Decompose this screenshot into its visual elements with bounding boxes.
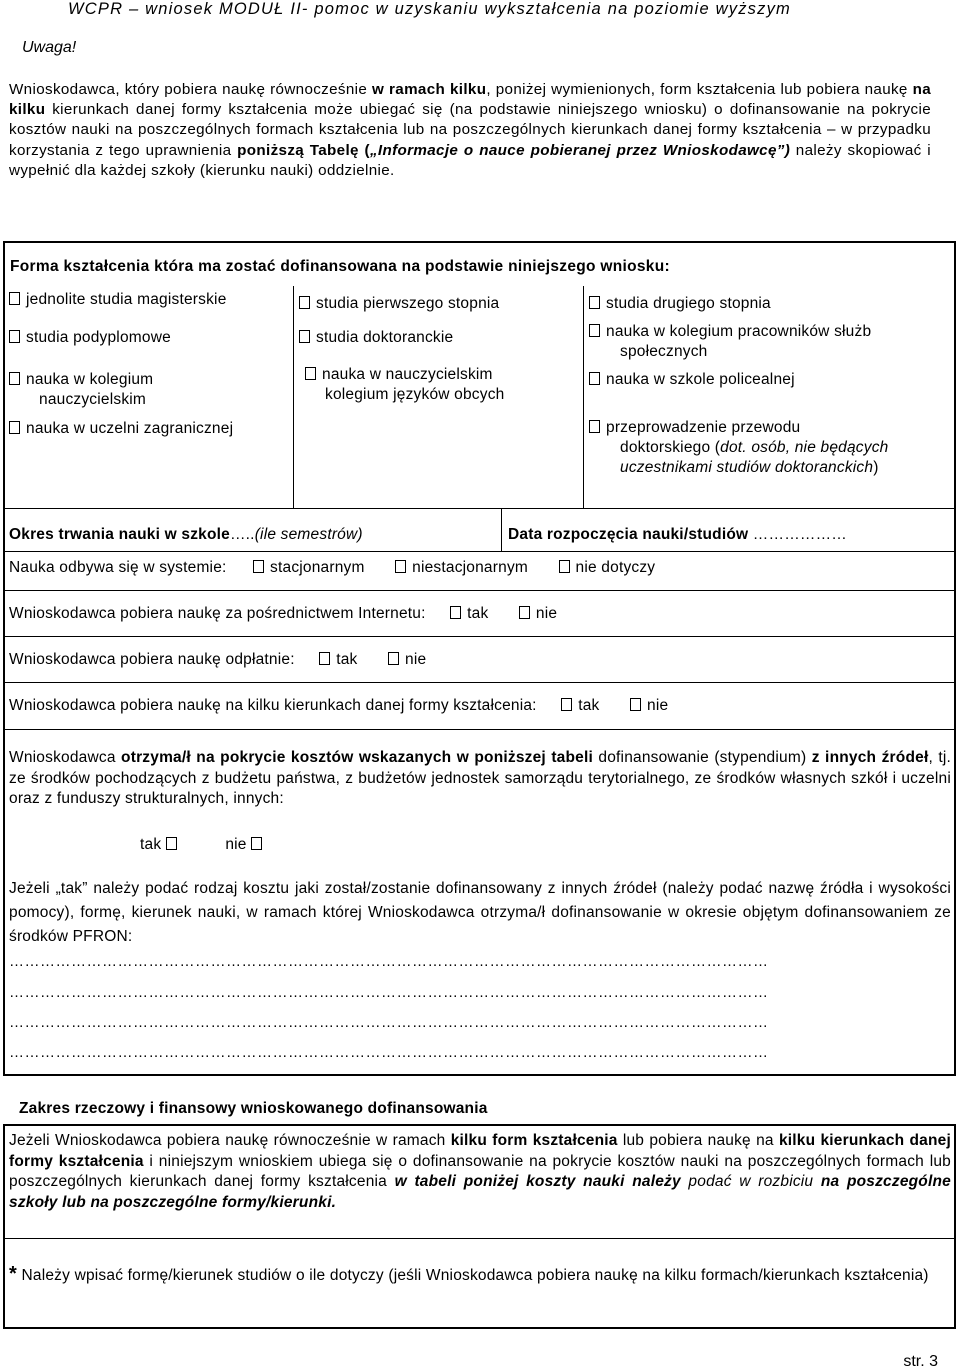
option-label: nie xyxy=(647,697,669,714)
option-label: jednolite studia magisterskie xyxy=(26,291,227,308)
intro-text: należy skopiować i wypełnić dla każdej szkoły (kierunku nauki) oddzielnie. xyxy=(9,141,931,179)
internet-label: Wnioskodawca pobiera naukę za pośrednictwem Internetu: xyxy=(9,605,426,622)
option-label: społecznych xyxy=(620,343,708,360)
option-label: ) xyxy=(873,459,879,476)
option-label: nauka w kolegium pracowników służb xyxy=(606,323,872,340)
option-label: nie xyxy=(535,605,558,622)
zakres-paragraph xyxy=(9,1131,951,1213)
page-number: str. 3 xyxy=(903,1353,938,1370)
row-divider xyxy=(3,508,956,509)
option-doktoranckie[interactable] xyxy=(299,328,453,348)
checkbox[interactable] xyxy=(299,330,310,343)
option-label: uczestnikami studiów doktoranckich xyxy=(620,459,874,476)
fill-line[interactable]: ………………………………………………………………………………………………………………………………… xyxy=(9,1044,769,1061)
fill-line[interactable]: ………………………………………………………………………………………………………………………………… xyxy=(9,953,769,970)
row-divider xyxy=(3,682,956,683)
para-text: lub pobiera naukę na xyxy=(617,1132,779,1149)
para-text: dofinansowanie (stypendium) xyxy=(593,749,812,766)
para-bold-italic: na poszczególne szkoły lub na poszczególne formy/kierunki. xyxy=(9,1173,951,1211)
fill-line[interactable]: ………………………………………………………………………………………………………………………………… xyxy=(9,984,769,1001)
para-text: i niniejszym wnioskiem ubiega się o dofinansowanie na pokrycie kosztów nauki na poszczególnych formach lub poszczególnych kierunkach danej formy kształcenia xyxy=(9,1152,951,1190)
para-bold: otrzyma/ł na pokrycie kosztów wskazanych w poniższej tabeli xyxy=(121,749,594,766)
option-kolegium-jezykow[interactable] xyxy=(305,365,504,405)
intro-bold: na kilku xyxy=(9,81,931,119)
intro-text: kierunkach danej formy kształcenia może ubiegać się (na podstawie niniejszego wniosku) o dofinansowanie na pokrycie kosztów nauki na poszczególnych formach kształcenia lub na poszczególnych kierunkach danej formy kształcenia – w przypadku korzystania z tego uprawnienia xyxy=(9,101,931,159)
intro-bold-italic: „Informacje o nauce pobieranej przez Wnioskodawcę”) xyxy=(369,141,791,159)
option-uczelnia-zagraniczna[interactable] xyxy=(9,419,233,439)
para-text: Wnioskodawca xyxy=(9,749,122,766)
checkbox[interactable] xyxy=(630,698,641,711)
other-funding-paragraph xyxy=(9,748,951,810)
internet-tak[interactable] xyxy=(450,605,488,622)
kilku-nie[interactable] xyxy=(630,697,668,714)
system-nie-dotyczy[interactable] xyxy=(559,559,656,576)
option-label: stacjonarnym xyxy=(270,559,365,576)
warning-label: Uwaga! xyxy=(22,39,77,56)
checkbox[interactable] xyxy=(319,652,330,665)
checkbox[interactable] xyxy=(559,560,570,573)
option-label: kolegium języków obcych xyxy=(325,386,505,403)
checkbox[interactable] xyxy=(589,420,600,433)
option-label: studia doktoranckie xyxy=(316,329,454,346)
okres-label: Okres trwania nauki w szkole xyxy=(9,526,230,543)
form-section-title: Forma kształcenia która ma zostać dofinansowana na podstawie niniejszego wniosku: xyxy=(10,258,670,275)
checkbox[interactable] xyxy=(395,560,406,573)
intro-paragraph xyxy=(9,80,931,181)
checkbox[interactable] xyxy=(589,296,600,309)
option-kolegium-sluzb[interactable] xyxy=(589,322,871,362)
option-label: nie xyxy=(225,836,247,853)
checkbox[interactable] xyxy=(166,837,177,850)
fill-line[interactable]: ………………………………………………………………………………………………………………………………… xyxy=(9,1014,769,1031)
odplatnie-tak[interactable] xyxy=(319,651,357,668)
option-label: doktorskiego ( xyxy=(620,439,721,456)
odplatnie-label: Wnioskodawca pobiera naukę odpłatnie: xyxy=(9,651,295,668)
para-bold: kilku form kształcenia xyxy=(450,1132,618,1149)
data-label: Data rozpoczęcia nauki/studiów xyxy=(508,526,749,543)
option-label: nauka w uczelni zagranicznej xyxy=(26,420,234,437)
system-row xyxy=(9,559,655,577)
intro-bold: poniższą Tabelę ( xyxy=(237,141,370,159)
intro-bold: w ramach kilku xyxy=(372,81,487,98)
footnote-text: Należy wpisać formę/kierunek studiów o ile dotyczy (jeśli Wnioskodawca pobiera naukę na kilku formach/kierunkach kształcenia) xyxy=(16,1267,929,1284)
para-bold: kilku kierunkach danej formy kształcenia xyxy=(9,1132,952,1170)
odplatnie-nie[interactable] xyxy=(388,651,426,668)
option-label: studia podyplomowe xyxy=(26,329,171,346)
option-label: nauka w nauczycielskim xyxy=(322,366,493,383)
okres-hint: (ile semestrów) xyxy=(254,526,363,543)
option-label: tak xyxy=(578,697,600,714)
checkbox[interactable] xyxy=(9,421,20,434)
checkbox[interactable] xyxy=(9,372,20,385)
document-header: WCPR – wniosek MODUŁ II- pomoc w uzyskaniu wykształcenia na poziomie wyższym xyxy=(68,0,791,18)
row-divider xyxy=(3,636,956,637)
data-field[interactable] xyxy=(508,526,847,544)
option-label: dot. osób, nie będących xyxy=(720,439,889,456)
checkbox[interactable] xyxy=(305,367,316,380)
kilku-tak[interactable] xyxy=(561,697,599,714)
option-jednolite[interactable] xyxy=(9,290,227,310)
row-divider xyxy=(3,590,956,591)
data-dots: ……………… xyxy=(752,526,847,543)
other-funding-nie[interactable] xyxy=(225,836,268,853)
checkbox[interactable] xyxy=(589,324,600,337)
checkbox[interactable] xyxy=(450,606,461,619)
checkbox[interactable] xyxy=(253,560,264,573)
other-funding-tak[interactable] xyxy=(140,836,183,853)
option-label: tak xyxy=(467,605,489,622)
checkbox[interactable] xyxy=(299,296,310,309)
para-italic: podać w rozbiciu xyxy=(680,1173,821,1190)
checkbox[interactable] xyxy=(388,652,399,665)
row-divider xyxy=(3,551,956,552)
option-przewod-doktorski[interactable] xyxy=(589,418,888,478)
para-bold-italic: w tabeli poniżej koszty nauki należy xyxy=(394,1173,681,1190)
option-label: tak xyxy=(140,836,162,853)
system-label: Nauka odbywa się w systemie: xyxy=(9,559,227,576)
row-divider xyxy=(3,1238,956,1239)
checkbox[interactable] xyxy=(9,330,20,343)
other-funding-details-instruction: Jeżeli „tak” należy podać rodzaj kosztu jaki został/zostanie dofinansowany z innych źródeł (należy podać nazwę źródła i wysokości pomocy), formę, kierunek nauki, w ramach której Wnioskodawca otrzyma/ł dofinansowanie w okresie objętym dofinansowaniem ze środków PFRON: xyxy=(9,880,951,945)
kilku-kierunkach-row xyxy=(9,697,668,715)
okres-dots: ….. xyxy=(229,526,255,543)
odplatnie-row xyxy=(9,651,426,669)
option-label: studia pierwszego stopnia xyxy=(316,295,500,312)
option-podyplomowe[interactable] xyxy=(9,328,171,348)
option-label: nauczycielskim xyxy=(39,391,147,408)
option-label: nie dotyczy xyxy=(575,559,656,576)
option-label: przeprowadzenie przewodu xyxy=(606,419,801,436)
zakres-title: Zakres rzeczowy i finansowy wnioskowanego dofinansowania xyxy=(19,1100,488,1117)
option-label: nauka w kolegium xyxy=(26,371,154,388)
system-stacjonarny[interactable] xyxy=(253,559,365,576)
option-label: studia drugiego stopnia xyxy=(606,295,771,312)
para-text: Jeżeli Wnioskodawca pobiera naukę równocześnie w ramach xyxy=(9,1132,451,1149)
internet-row xyxy=(9,605,557,623)
grid-divider xyxy=(293,286,294,508)
option-kolegium-nauczycielskie[interactable] xyxy=(9,370,153,410)
option-drugiego-stopnia[interactable] xyxy=(589,294,771,314)
grid-divider xyxy=(501,508,502,552)
para-bold: z innych źródeł xyxy=(811,749,929,766)
checkbox[interactable] xyxy=(519,606,530,619)
kilku-label: Wnioskodawca pobiera naukę na kilku kierunkach danej formy kształcenia: xyxy=(9,697,537,714)
internet-nie[interactable] xyxy=(519,605,557,622)
footnote-star: * xyxy=(9,1263,17,1285)
checkbox[interactable] xyxy=(589,372,600,385)
option-label: niestacjonarnym xyxy=(412,559,528,576)
system-niestacjonarny[interactable] xyxy=(395,559,528,576)
checkbox[interactable] xyxy=(9,292,20,305)
okres-field[interactable] xyxy=(9,526,363,544)
para-text: , tj. ze środków pochodzących z budżetu państwa, z budżetów jednostek samorządu terytorialnego, ze środków własnych szkół i uczelni oraz z funduszy strukturalnych, innych: xyxy=(9,749,952,807)
grid-divider xyxy=(583,286,584,508)
footnote xyxy=(9,1264,951,1286)
option-label: nie xyxy=(405,651,427,668)
option-pierwszego-stopnia[interactable] xyxy=(299,294,499,314)
option-label: tak xyxy=(336,651,358,668)
option-label: nauka w szkole policealnej xyxy=(606,371,795,388)
other-funding-choice xyxy=(140,836,268,854)
intro-text: , poniżej wymienionych, form kształcenia lub pobiera naukę xyxy=(486,81,913,98)
intro-text: Wnioskodawca, który pobiera naukę równocześnie xyxy=(9,81,373,98)
checkbox[interactable] xyxy=(561,698,572,711)
option-szkola-policealna[interactable] xyxy=(589,370,795,390)
checkbox[interactable] xyxy=(251,837,262,850)
row-divider xyxy=(3,729,956,730)
